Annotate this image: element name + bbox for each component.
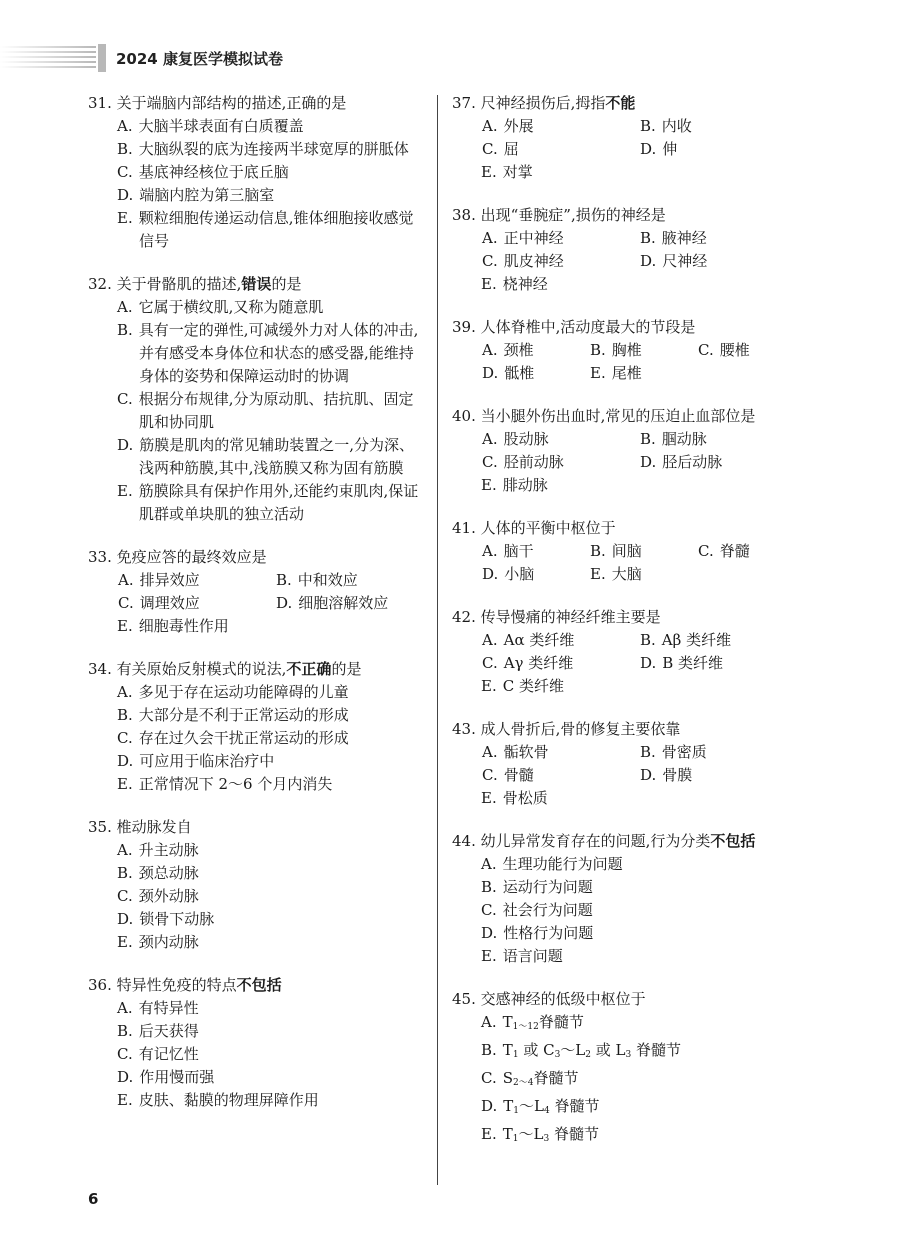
option-row [452,339,797,362]
question-stem: 38. 出现“垂腕症”,损伤的神经是 [452,206,666,224]
option-c: C. 基底神经核位于底丘脑 [117,163,289,181]
option-e: E. C 类纤维 [481,677,564,695]
left-column [88,92,428,1132]
option-a: A. 它属于横纹肌,又称为随意肌 [117,298,324,316]
question-34 [88,658,428,796]
question-45 [452,988,797,1151]
option-row [452,652,797,675]
option-d: D. 性格行为问题 [481,924,594,942]
option-b: B. 胸椎 [590,341,642,359]
option-e: E. 皮肤、黏膜的物理屏障作用 [117,1091,319,1109]
option-a: A. 有特异性 [117,999,199,1017]
option-d: D. 尺神经 [640,252,708,270]
option-b: B. 腋神经 [640,229,707,247]
option-d: D. B 类纤维 [640,654,724,672]
option-b: B. 腘动脉 [640,430,707,448]
option-c: C. $S_{2\sim 4}$脊髓节 [481,1069,579,1088]
option-d: D. 胫后动脉 [640,453,723,471]
option-e: E. 对掌 [481,163,533,181]
option-a: A. 脑干 [482,542,534,560]
option-e: E. 颈内动脉 [117,933,199,951]
option-e: E. 正常情况下 2～6 个月内消失 [117,775,333,793]
question-stem: 32. 关于骨骼肌的描述,错误的是 [88,275,302,293]
option-row [88,592,428,615]
question-stem: 34. 有关原始反射模式的说法,不正确的是 [88,660,362,678]
option-e: E. 颗粒细胞传递运动信息,锥体细胞接收感觉信号 [117,209,414,250]
question-stem: 36. 特异性免疫的特点不包括 [88,976,282,994]
option-a: A. Aα 类纤维 [482,631,575,649]
option-row [452,138,797,161]
option-c: C. 肌皮神经 [482,252,564,270]
option-d: D. 作用慢而强 [117,1068,215,1086]
question-stem: 35. 椎动脉发自 [88,818,192,836]
option-c: C. 胫前动脉 [482,453,564,471]
column-divider [437,95,438,1185]
question-stem: 31. 关于端脑内部结构的描述,正确的是 [88,94,347,112]
option-row [452,362,797,385]
option-b: B. 大部分是不利于正常运动的形成 [117,706,349,724]
option-c: C. 屈 [482,140,519,158]
option-a: A. 股动脉 [482,430,549,448]
option-row [88,569,428,592]
option-e: E. 腓动脉 [481,476,548,494]
option-e: E. 细胞毒性作用 [117,617,229,635]
header-title: 2024 康复医学模拟试卷 [116,50,283,68]
question-stem: 42. 传导慢痛的神经纤维主要是 [452,608,661,626]
question-39 [452,316,797,385]
option-a: A. $T_{1\sim 12}$脊髓节 [481,1013,584,1032]
option-b: B. 后天获得 [117,1022,199,1040]
option-e: E. 语言问题 [481,947,563,965]
question-stem: 44. 幼儿异常发育存在的问题,行为分类不包括 [452,832,756,850]
header-decoration [0,46,96,72]
option-a: A. 升主动脉 [117,841,199,859]
option-a: A. 大脑半球表面有白质覆盖 [117,117,304,135]
option-c: C. 有记忆性 [117,1045,199,1063]
question-41 [452,517,797,586]
option-d: D. 伸 [640,140,678,158]
option-c: C. 骨髓 [482,766,534,784]
option-e: E. 筋膜除具有保护作用外,还能约束肌肉,保证肌群或单块肌的独立活动 [117,482,419,523]
option-a: A. 外展 [482,117,534,135]
option-row [452,563,797,586]
option-row [452,764,797,787]
option-e: E. 桡神经 [481,275,548,293]
option-a: A. 生理功能行为问题 [481,855,623,873]
option-c: C. 脊髓 [698,542,750,560]
option-a: A. 颈椎 [482,341,534,359]
option-d: D. 端脑内腔为第三脑室 [117,186,275,204]
option-c: C. 存在过久会干扰正常运动的形成 [117,729,349,747]
option-row [452,540,797,563]
option-c: C. 颈外动脉 [117,887,199,905]
option-b: B. 间脑 [590,542,642,560]
option-b: B. 运动行为问题 [481,878,593,896]
option-row [452,227,797,250]
option-c: C. Aγ 类纤维 [482,654,574,672]
question-43 [452,718,797,810]
option-d: D. 筋膜是肌肉的常见辅助装置之一,分为深、浅两种筋膜,其中,浅筋膜又称为固有筋膜 [117,436,415,477]
question-stem: 39. 人体脊椎中,活动度最大的节段是 [452,318,696,336]
option-c: C. 调理效应 [118,594,200,612]
option-b: B. 内收 [640,117,692,135]
question-stem: 45. 交感神经的低级中枢位于 [452,990,646,1008]
question-35 [88,816,428,954]
page-header [0,40,900,76]
question-32 [88,273,428,526]
option-d: D. 骶椎 [482,364,535,382]
option-e: E. 骨松质 [481,789,548,807]
question-44 [452,830,797,968]
option-e: E. 大脑 [590,565,642,583]
option-c: C. 腰椎 [698,341,750,359]
question-stem: 37. 尺神经损伤后,拇指不能 [452,94,636,112]
option-d: D. 可应用于临床治疗中 [117,752,275,770]
option-a: A. 正中神经 [482,229,564,247]
page-number: 6 [88,1190,99,1208]
option-b: B. $T_1$ 或 $C_3\sim L_2$ 或 $L_3$ 脊髓节 [481,1041,682,1060]
option-b: B. Aβ 类纤维 [640,631,732,649]
question-stem: 43. 成人骨折后,骨的修复主要依靠 [452,720,681,738]
header-bar [98,44,106,72]
option-b: B. 具有一定的弹性,可减缓外力对人体的冲击,并有感受本身体位和状态的感受器,能维持身体的姿势和保障运动时的协调 [117,321,419,385]
option-d: D. 锁骨下动脉 [117,910,215,928]
option-b: B. 中和效应 [276,571,358,589]
question-stem: 41. 人体的平衡中枢位于 [452,519,616,537]
option-b: B. 大脑纵裂的底为连接两半球宽厚的胼胝体 [117,140,409,158]
question-33 [88,546,428,638]
option-d: D. 骨膜 [640,766,693,784]
option-row [452,250,797,273]
question-stem: 33. 免疫应答的最终效应是 [88,548,267,566]
option-a: A. 骺软骨 [482,743,549,761]
option-b: B. 骨密质 [640,743,707,761]
option-e: E. $T_1\sim L_3$ 脊髓节 [481,1125,599,1144]
question-31 [88,92,428,253]
option-d: D. $T_1\sim L_4$ 脊髓节 [481,1097,600,1116]
option-row [452,115,797,138]
option-row [452,428,797,451]
option-d: D. 小脑 [482,565,535,583]
question-37 [452,92,797,184]
option-d: D. 细胞溶解效应 [276,594,389,612]
option-row [452,451,797,474]
option-row [452,741,797,764]
question-42 [452,606,797,698]
option-b: B. 颈总动脉 [117,864,199,882]
question-40 [452,405,797,497]
right-column [452,92,797,1171]
question-38 [452,204,797,296]
option-c: C. 社会行为问题 [481,901,593,919]
option-row [452,629,797,652]
option-c: C. 根据分布规律,分为原动肌、拮抗肌、固定肌和协同肌 [117,390,414,431]
question-36 [88,974,428,1112]
option-a: A. 排异效应 [118,571,200,589]
option-e: E. 尾椎 [590,364,642,382]
option-a: A. 多见于存在运动功能障碍的儿童 [117,683,349,701]
question-stem: 40. 当小腿外伤出血时,常见的压迫止血部位是 [452,407,756,425]
